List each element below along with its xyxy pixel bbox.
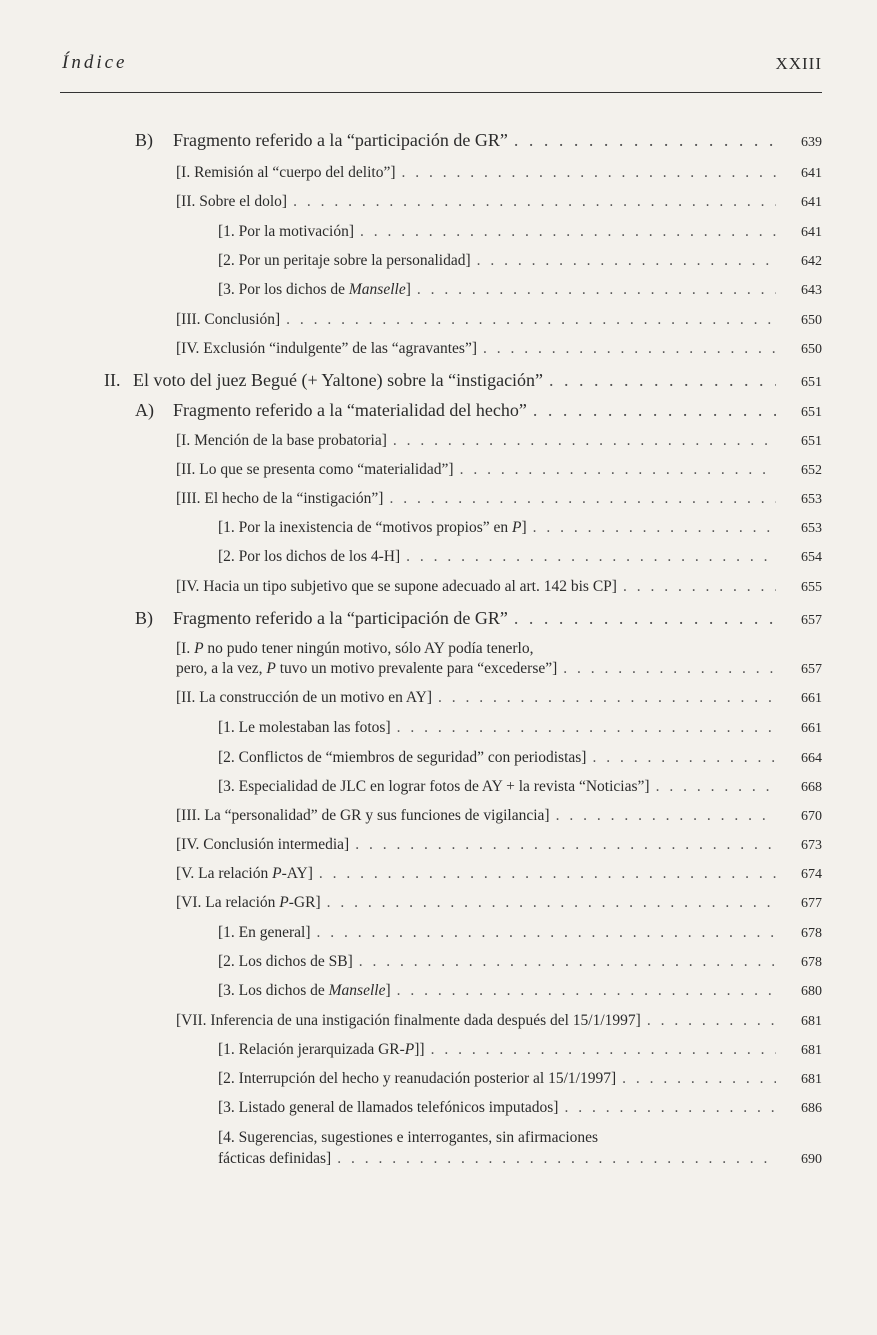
toc-entry: II. El voto del juez Begué (+ Yaltone) sobre la “instigación” . . . 651: [104, 371, 822, 390]
toc-entry: [I. Remisión al “cuerpo del delito”] . . . 641: [176, 165, 822, 181]
toc-entry: [V. La relación P-AY] . . . 674: [176, 866, 822, 882]
toc-entry: A) Fragmento referido a la “materialidad del hecho” . . . 651: [135, 401, 822, 420]
toc-entry: [3. Por los dichos de Manselle] . . . 643: [218, 282, 822, 298]
toc-entry: [2. Interrupción del hecho y reanudación posterior al 15/1/1997] . . . 681: [218, 1071, 822, 1087]
toc-entry: [3. Listado general de llamados telefónicos imputados] . . . 686: [218, 1100, 822, 1116]
header-title: Índice: [62, 52, 128, 73]
toc-entry: [II. La construcción de un motivo en AY] . . . 661: [176, 690, 822, 706]
toc-entry: [III. La “personalidad” de GR y sus funciones de vigilancia] . . . 670: [176, 808, 822, 824]
toc-entry: [VII. Inferencia de una instigación finalmente dada después del 15/1/1997] . . . 681: [176, 1013, 822, 1029]
toc-entry: [2. Por un peritaje sobre la personalidad] . . . 642: [218, 253, 822, 269]
toc-entry: [III. El hecho de la “instigación”] . . . 653: [176, 491, 822, 507]
header-page-number: XXIII: [775, 54, 822, 73]
toc-entry: [IV. Exclusión “indulgente” de las “agravantes”] . . . 650: [176, 341, 822, 357]
toc-entry: [VI. La relación P-GR] . . . 677: [176, 895, 822, 911]
toc-entry: [3. Especialidad de JLC en lograr fotos de AY + la revista “Noticias”] . . . 668: [218, 779, 822, 795]
toc-entry-line1: [I. P no pudo tener ningún motivo, sólo AY podía tenerlo,: [176, 640, 534, 657]
toc-entry: [2. Los dichos de SB] . . . 678: [218, 954, 822, 970]
toc-entry: [IV. Conclusión intermedia] . . . 673: [176, 837, 822, 853]
toc-entry: fácticas definidas] . . . 690: [218, 1151, 822, 1167]
toc-entry: [I. Mención de la base probatoria] . . . 651: [176, 433, 822, 449]
toc-entry: pero, a la vez, P tuvo un motivo prevalente para “excederse”] . . . 657: [176, 661, 822, 677]
toc-entry: B) Fragmento referido a la “participación de GR” . . . 639: [135, 131, 822, 150]
toc-entry: [1. Por la motivación] . . . 641: [218, 224, 822, 240]
toc-entry: [II. Sobre el dolo] . . . 641: [176, 194, 822, 210]
toc-entry: [2. Conflictos de “miembros de seguridad” con periodistas] . . . 664: [218, 750, 822, 766]
toc-entry: [1. Le molestaban las fotos] . . . 661: [218, 720, 822, 736]
toc-entry: [1. En general] . . . 678: [218, 925, 822, 941]
toc-entry: B) Fragmento referido a la “participación de GR” . . . 657: [135, 609, 822, 628]
toc-entry: [3. Los dichos de Manselle] . . . 680: [218, 983, 822, 999]
toc-entry: [1. Relación jerarquizada GR-P]] . . . 681: [218, 1042, 822, 1058]
toc-entry: [IV. Hacia un tipo subjetivo que se supone adecuado al art. 142 bis CP] . . . 655: [176, 579, 822, 595]
toc-entry: [1. Por la inexistencia de “motivos propios” en P] . . . 653: [218, 520, 822, 536]
toc-entry-line1: [4. Sugerencias, sugestiones e interrogantes, sin afirmaciones: [218, 1129, 599, 1146]
toc-entry: [II. Lo que se presenta como “materialidad”] . . . 652: [176, 462, 822, 478]
header-rule: [60, 92, 822, 93]
toc-entry: [2. Por los dichos de los 4-H] . . . 654: [218, 549, 822, 565]
toc-entry: [III. Conclusión] . . . 650: [176, 312, 822, 328]
